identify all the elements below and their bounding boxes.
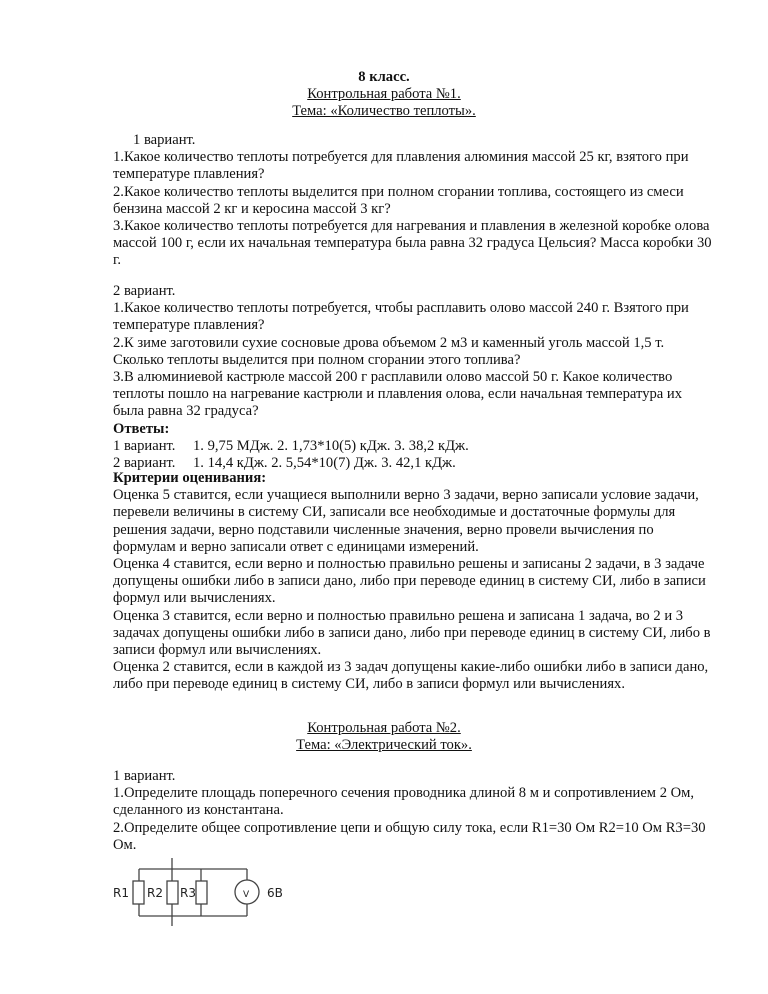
variant-label: 1 вариант.: [113, 768, 176, 784]
criterion: Оценка 5 ставится, если учащиеся выполнили верно 3 задачи, верно записали условие задачи, перевели величины в систему СИ, записали все необходимые и достаточные формулы для решения задачи, верно подставили численные значения, верно провели вычисления по формулам и верно записали ответ с единицами измерений.: [113, 487, 699, 555]
test1-title: Контрольная работа №1.: [307, 86, 461, 102]
question: 1.Какое количество теплоты потребуется, чтобы расплавить олово массой 240 г. Взятого при температуре плавления?: [113, 300, 689, 334]
circuit-diagram: [100, 850, 340, 950]
question: 2.К зиме заготовили сухие сосновые дрова объемом 2 м3 и каменный уголь массой 1,5 т. Сколько теплоты выделится при полном сгорании этого топлива?: [113, 334, 665, 368]
test2-title: Контрольная работа №2.: [307, 720, 461, 736]
question: 1.Определите площадь поперечного сечения проводника длиной 8 м и сопротивлением 2 Ом, сделанного из константана.: [113, 785, 695, 819]
voltmeter-label: V: [243, 890, 250, 900]
r1-label: R1: [113, 886, 129, 900]
variant1-section: [113, 132, 713, 270]
criterion: Оценка 2 ставится, если в каждой из 3 задач допущены какие-либо ошибки либо в записи дано, либо при переводе единиц в систему СИ, либо в записи формул или вычислениях.: [113, 659, 709, 693]
question: 2.Определите общее сопротивление цепи и общую силу тока, если R1=30 Ом R2=10 Ом R3=30 Ом.: [113, 819, 706, 853]
criterion: Оценка 4 ставится, если верно и полностью правильно решены и записаны 2 задачи, в 3 задаче допущены ошибки либо в записи дано, либо при переводе единиц в систему СИ, либо в записи формул или вычислениях.: [113, 556, 706, 607]
resistor-r3: [196, 881, 207, 904]
question: 3.Какое количество теплоты потребуется для нагревания и плавления в железной коробке олова массой 100 г, если их начальная температура была равна 32 градуса Цельсия? Масса коробки 30 г.: [113, 218, 712, 269]
question: 1.Какое количество теплоты потребуется для плавления алюминия массой 25 кг, взятого при температуре плавления?: [113, 149, 689, 183]
question: 3.В алюминиевой кастрюле массой 200 г расплавили олово массой 50 г. Какое количество теплоты пошло на нагревание кастрюли и плавления олова, если начальная температура их была равна 32 градуса?: [113, 369, 683, 420]
resistor-r1: [133, 881, 144, 904]
criteria-title: Критерии оценивания:: [113, 470, 267, 486]
voltage-label: 6В: [267, 886, 283, 900]
question: 2.Какое количество теплоты выделится при полном сгорании топлива, состоящего из смеси бензина массой 2 кг и керосина массой 3 кг?: [113, 183, 684, 217]
answers-title: Ответы:: [113, 420, 170, 437]
test1-topic: Тема: «Количество теплоты».: [292, 103, 476, 119]
answer-row: 2 вариант. 1. 14,4 кДж. 2. 5,54*10(7) Дж. 3. 42,1 кДж.: [113, 455, 456, 472]
test2-topic: Тема: «Электрический ток».: [296, 737, 472, 753]
criteria-section: [113, 470, 713, 694]
variant-label: 1 вариант.: [133, 132, 196, 148]
variant2-section: [113, 283, 713, 472]
answer-row: 1 вариант. 1. 9,75 МДж. 2. 1,73*10(5) кДж. 3. 38,2 кДж.: [113, 437, 469, 454]
r2-label: R2: [147, 886, 163, 900]
resistor-r2: [167, 881, 178, 904]
variant-label: 2 вариант.: [113, 283, 176, 299]
criterion: Оценка 3 ставится, если верно и полностью правильно решена и записана 1 задача, во 2 и 3 задачах допущены ошибки либо в записи дано, либо при переводе единиц в систему СИ, либо в записи формул или вычислениях.: [113, 607, 711, 659]
grade-heading: 8 класс.: [358, 69, 410, 85]
test2-variant1: [113, 768, 713, 854]
r3-label: R3: [180, 886, 196, 900]
